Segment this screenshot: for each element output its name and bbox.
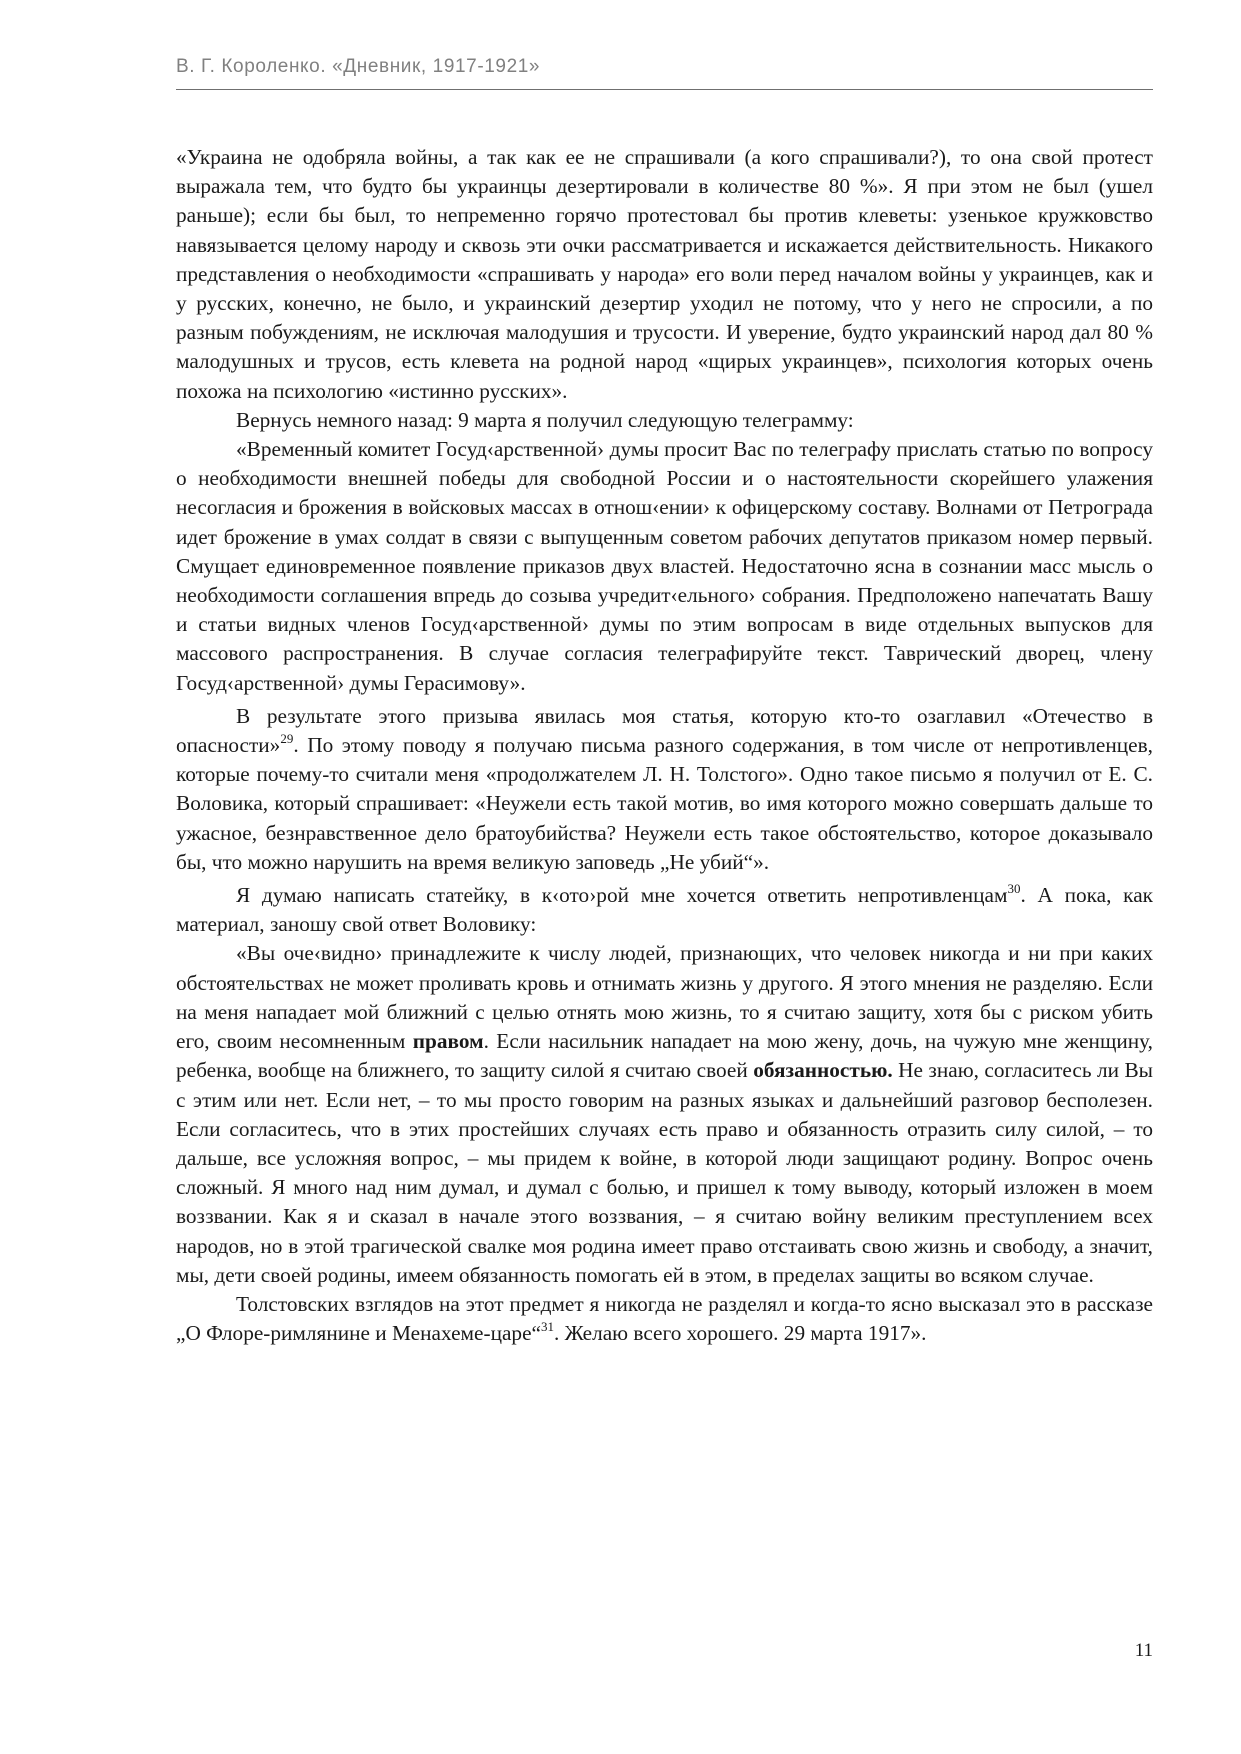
paragraph-6-letter [176, 939, 1153, 1289]
paragraph-5 [176, 881, 1153, 939]
paragraph-7 [176, 1290, 1153, 1348]
paragraph-3-telegram: «Временный комитет Госуд‹арственной› думы просит Вас по телеграфу прислать статью по вопросу о необходимости внешней победы для свободной России и о настоятельности скорейшего улажения несогласия и брожения в войсковых массах в отнош‹ении› к офицерскому составу. Волнами от Петрограда идет брожение в умах солдат в связи с выпущенным советом рабочих депутатов приказом номер первый. Смущает единовременное появление приказов двух властей. Недостаточно ясна в сознании масс мысль о необходимости соглашения впредь до созыва учредит‹ельного› собрания. Предположено напечатать Вашу и статьи видных членов Госуд‹арственной› думы по этим вопросам в виде отдельных выпусков для массового распространения. В случае согласия телеграфируйте текст. Таврический дворец, члену Госуд‹арственной› думы Герасимову». [176, 437, 1153, 695]
paragraph-7-text-cont: . Желаю всего хорошего. 29 марта 1917». [553, 1321, 927, 1346]
paragraph-2: Вернусь немного назад: 9 марта я получил следующую телеграмму: [236, 407, 854, 432]
page-number: 11 [1134, 1640, 1153, 1661]
paragraph-4-text: В результате этого призыва явилась моя статья, которую кто-то озаглавил «Отечество в опасности» [176, 703, 1153, 758]
paragraph-7-text: Толстовских взглядов на этот предмет я никогда не разделял и когда-то ясно высказал это в рассказе „О Флоре-римлянине и Менахеме-царе“ [176, 1291, 1153, 1346]
paragraph-5-text: Я думаю написать статейку, в к‹ото›рой мне хочется ответить непротивленцам [236, 883, 1008, 908]
paragraph-5-text-cont: . А пока, как материал, заношу свой ответ Воловику: [176, 883, 1153, 937]
paragraph-6-text-b: . Если насильник нападает на мою жену, дочь, на чужую мне женщину, ребенка, вообще на ближнего, то защиту силой я считаю своей [176, 1029, 1153, 1083]
header-rule [176, 89, 1153, 90]
footnote-ref-29[interactable]: 29 [280, 731, 294, 747]
paragraph-1: «Украина не одобряла войны, а так как ее не спрашивали (а кого спрашивали?), то она свой протест выражала тем, что будто бы украинцы дезертировали в количестве 80 %». Я при этом не был (ушел раньше); если бы был, то непременно горячо протестовал бы против клеветы: узенькое кружковство навязывается целому народу и сквозь эти очки рассматривается и искажается действительность. Никакого представления о необходимости «спрашивать у народа» его воли перед началом войны у украинцев, как и у русских, конечно, не было, и украинский дезертир уходил не потому, что у него не спросили, а по разным побуждениям, не исключая малодушия и трусости. И уверение, будто украинский народ дал 80 % малодушных и трусов, есть клевета на родной народ «щирых украинцев», психология которых очень похожа на психологию «истинно русских». [176, 145, 1153, 403]
main-text [176, 143, 1153, 1348]
footnote-ref-30[interactable]: 30 [1007, 881, 1021, 897]
bold-word-pravom: правом [412, 1029, 484, 1054]
paragraph-4-text-cont: . По этому поводу я получаю письма разного содержания, в том числе от непротивленцев, которые почему-то считали меня «продолжателем Л. Н. Толстого». Одно такое письмо я получил от Е. С. Воловика, который спрашивает: «Неужели есть такой мотив, во имя которого можно совершать дальше то ужасное, безнравственное дело братоубийства? Неужели есть такое обстоятельство, которое доказывало бы, что можно нарушить на время великую заповедь „Не убий“». [176, 733, 1153, 874]
running-header: В. Г. Короленко. «Дневник, 1917-1921» [176, 56, 541, 77]
footnote-ref-31[interactable]: 31 [540, 1319, 554, 1335]
bold-word-obyazannostyu: обязанностью. [753, 1058, 893, 1083]
paragraph-4 [176, 702, 1153, 877]
paragraph-6-text-c: Не знаю, согласитесь ли Вы с этим или нет. Если нет, – то мы просто говорим на разных языках и дальнейший разговор бесполезен. Если согласитесь, что в этих простейших случаях есть право и обязанность отразить силу силой, – то дальше, все усложняя вопрос, – мы придем к войне, в которой люди защищают родину. Вопрос очень сложный. Я много над ним думал, и думал с болью, и пришел к тому выводу, который изложен в моем воззвании. Как я и сказал в начале этого воззвания, – я считаю войну великим преступлением всех народов, но в этой трагической свалке моя родина имеет право отстаивать свою жизнь и свободу, а значит, мы, дети своей родины, имеем обязанность помогать ей в этом, в пределах защиты во всяком случае. [176, 1058, 1153, 1287]
paragraph-6-text-a: «Вы оче‹видно› принадлежите к числу людей, признающих, что человек никогда и ни при каких обстоятельствах не может проливать кровь и отнимать жизнь у другого. Я этого мнения не разделяю. Если на меня нападает мой ближний с целью отнять мою жизнь, то я считаю защиту, хотя бы с риском убить его, своим несомненным [176, 941, 1153, 1054]
